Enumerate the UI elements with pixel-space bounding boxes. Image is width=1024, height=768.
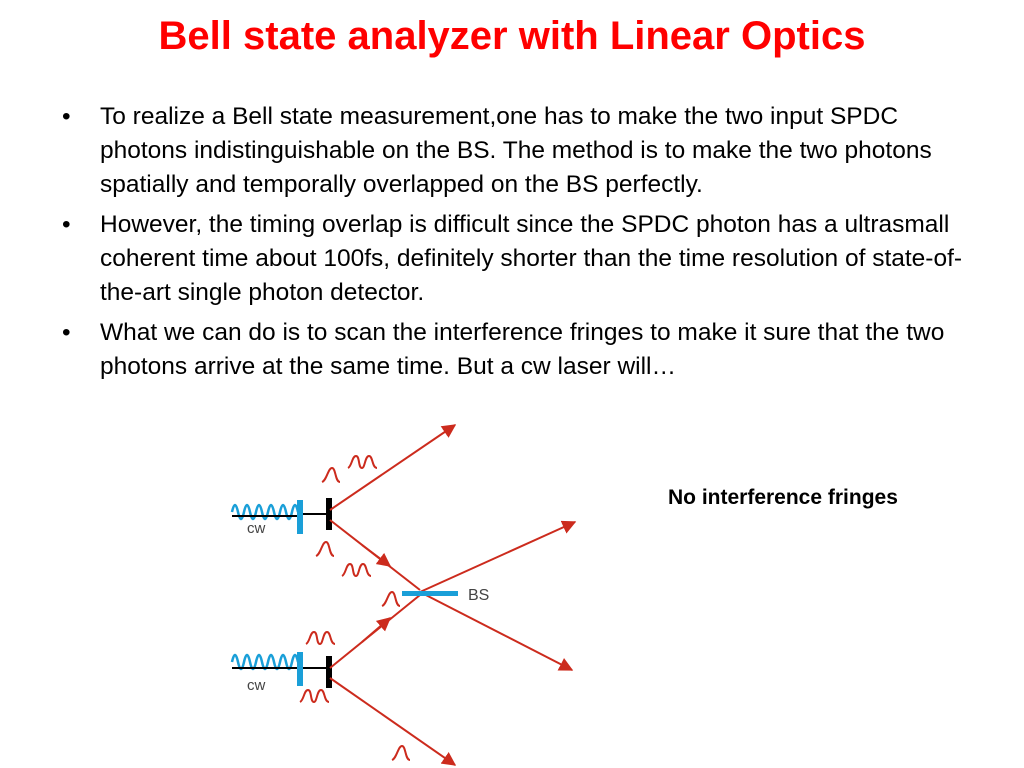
slide-title: Bell state analyzer with Linear Optics [158, 14, 866, 58]
bullet-text: However, the timing overlap is difficult since the SPDC photon has a ultrasmall coherent time about 100fs, definitely shorter than the time resolution of state-of-the-art single photon detector. [100, 211, 963, 306]
bullet-text: What we can do is to scan the interference fringes to make it sure that the two photons arrive at the same time. But a cw laser will… [100, 319, 945, 380]
wavepacket-icon [348, 456, 377, 468]
mirror-icon [297, 500, 303, 534]
source-label: cw [247, 677, 266, 694]
beam-bs-out-up [420, 522, 575, 592]
wavepacket-icon [342, 564, 371, 576]
bullet-marker: • [62, 103, 71, 130]
beam-bottom-down [330, 678, 455, 765]
crystal-icon [326, 498, 332, 530]
wavepacket-icon [322, 468, 340, 482]
arrow-bottom-mid [362, 618, 390, 642]
bullet-marker: • [62, 319, 71, 346]
wavepacket-icon [392, 746, 410, 760]
beam-splitter [402, 587, 489, 604]
wavepacket-icon [382, 592, 400, 606]
wavepacket-icon [300, 690, 329, 702]
source-label: cw [247, 520, 266, 537]
laser-wave-icon [232, 655, 298, 669]
caption-no-fringes: No interference fringes [668, 486, 898, 509]
bullet-marker: • [62, 211, 71, 238]
beam-splitter-label: BS [468, 587, 490, 604]
wavepacket-icon [316, 542, 334, 556]
bullet-text: To realize a Bell state measurement,one has to make the two input SPDC photons indistinguishable on the BS. The method is to make the two photons spatially and temporally overlapped on the BS perfectly. [100, 103, 932, 198]
beam-splitter-icon [402, 591, 458, 596]
top-cw-source [232, 498, 332, 537]
crystal-icon [326, 656, 332, 688]
bottom-cw-source [232, 652, 332, 694]
beam-bs-out-down [420, 592, 572, 670]
photon-wavepackets [300, 456, 410, 760]
mirror-icon [297, 652, 303, 686]
arrow-top-mid [362, 545, 390, 566]
wavepacket-icon [306, 632, 335, 644]
